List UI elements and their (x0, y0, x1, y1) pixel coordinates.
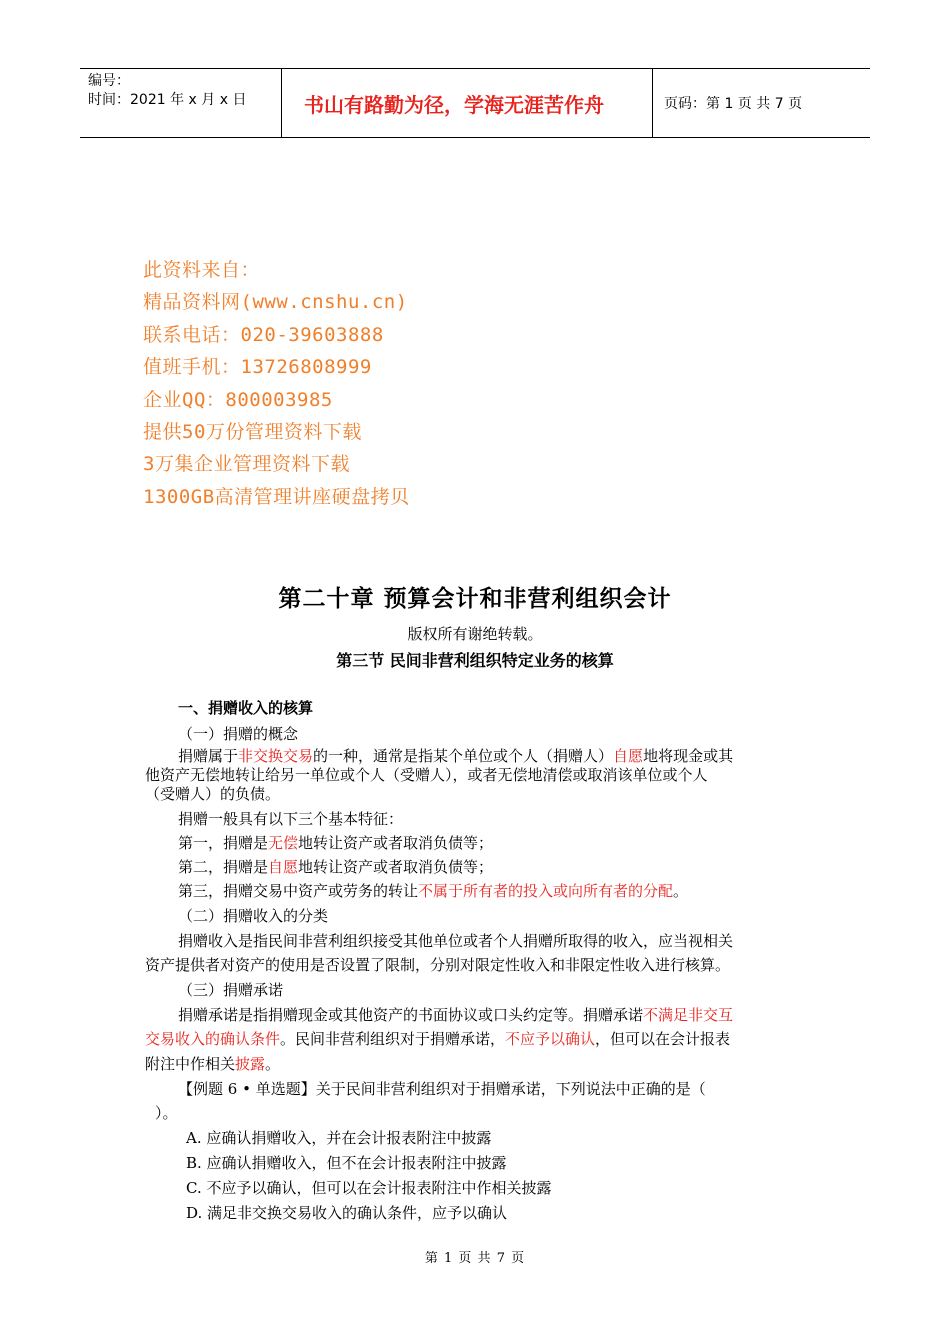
source-line: 精品资料网(www.cnshu.cn) (143, 291, 408, 314)
source-line: 值班手机：13726808999 (143, 356, 372, 379)
copyright-notice: 版权所有谢绝转载。 (407, 625, 543, 643)
time-label: 时间：2021 年 x 月 x 日 (88, 92, 247, 108)
example-question: 【例题 6 • 单选题】关于民间非营利组织对于捐赠承诺，下列说法中正确的是（ (178, 1080, 706, 1098)
header-page-code: 页码：第 1 页 共 7 页 (664, 96, 803, 112)
subheading-pledge: （三）捐赠承诺 (178, 981, 284, 999)
paragraph-line: 交易收入的确认条件。民间非营利组织对于捐赠承诺，不应予以确认，但可以在会计报表 (145, 1030, 731, 1048)
paragraph-line: 附注中作相关披露。 (145, 1055, 281, 1073)
page-footer: 第 1 页 共 7 页 (424, 1251, 526, 1266)
feature-line: 第三，捐赠交易中资产或劳务的转让不属于所有者的投入或向所有者的分配。 (178, 882, 689, 900)
paragraph-line: 捐赠承诺是指捐赠现金或其他资产的书面协议或口头约定等。捐赠承诺不满足非交互 (178, 1006, 734, 1024)
number-label: 编号： (88, 73, 130, 89)
paragraph-line: 捐赠属于非交换交易的一种，通常是指某个单位或个人（捐赠人）自愿地将现金或其 (178, 747, 734, 765)
header-motto: 书山有路勤为径，学海无涯苦作舟 (281, 69, 653, 137)
section-title: 第三节 民间非营利组织特定业务的核算 (336, 651, 614, 670)
option-b: B. 应确认捐赠收入，但不在会计报表附注中披露 (186, 1154, 507, 1172)
paragraph-line: （受赠人）的负债。 (145, 785, 281, 803)
source-line: 此资料来自： (143, 259, 261, 281)
source-line: 企业QQ：800003985 (143, 388, 333, 411)
paragraph-line: 捐赠一般具有以下三个基本特征： (178, 810, 404, 828)
feature-line: 第二，捐赠是自愿地转让资产或者取消负债等； (178, 858, 494, 876)
page-header (80, 68, 870, 138)
option-d: D. 满足非交换交易收入的确认条件，应予以确认 (186, 1204, 508, 1222)
source-line: 1300GB高清管理讲座硬盘拷贝 (143, 485, 410, 508)
source-line: 提供50万份管理资料下载 (143, 420, 362, 443)
example-question-end: ）。 (155, 1104, 178, 1122)
feature-line: 第一，捐赠是无偿地转让资产或者取消负债等； (178, 834, 494, 852)
paragraph-line: 捐赠收入是指民间非营利组织接受其他单位或者个人捐赠所取得的收入，应当视相关 (178, 932, 734, 950)
subheading-concept: （一）捐赠的概念 (178, 725, 299, 743)
subheading-classification: （二）捐赠收入的分类 (178, 907, 329, 925)
option-c: C. 不应予以确认，但可以在会计报表附注中作相关披露 (186, 1179, 552, 1197)
chapter-title: 第二十章 预算会计和非营利组织会计 (278, 586, 672, 612)
source-line: 3万集企业管理资料下载 (143, 453, 350, 476)
paragraph-line: 资产提供者对资产的使用是否设置了限制，分别对限定性收入和非限定性收入进行核算。 (145, 956, 731, 974)
header-meta (80, 69, 280, 137)
source-line: 联系电话：020-39603888 (143, 323, 384, 346)
option-a: A. 应确认捐赠收入，并在会计报表附注中披露 (186, 1129, 492, 1147)
paragraph-line: 他资产无偿地转让给另一单位或个人（受赠人），或者无偿地清偿或取消该单位或个人 (145, 766, 708, 784)
heading-donation-income: 一、捐赠收入的核算 (178, 699, 314, 717)
source-info (143, 254, 410, 513)
